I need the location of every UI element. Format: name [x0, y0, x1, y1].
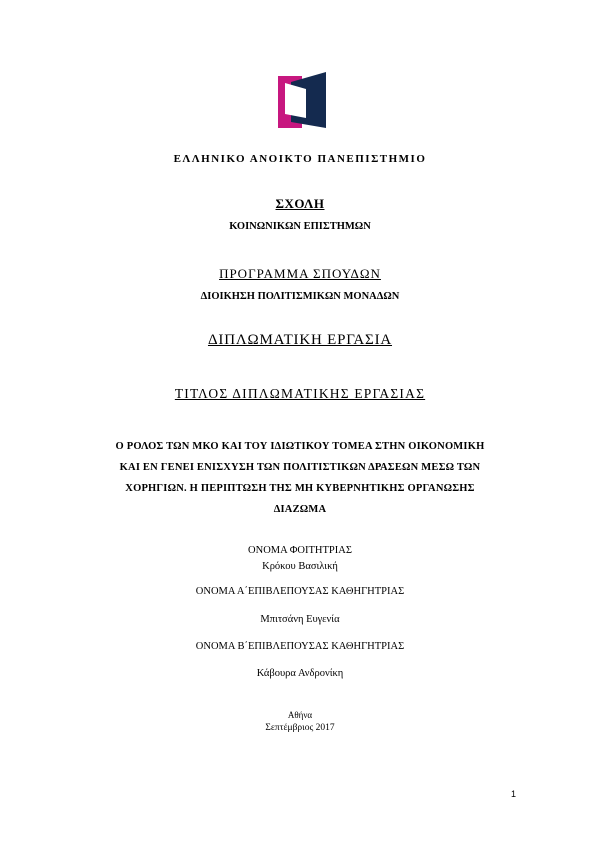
program-name: ΔΙΟΙΚΗΣΗ ΠΟΛΙΤΙΣΜΙΚΩΝ ΜΟΝΑΔΩΝ	[200, 291, 400, 302]
date-text: Σεπτέμβριος 2017	[265, 723, 335, 733]
student-label: ΟΝΟΜΑ ΦΟΙΤΗΤΡΙΑΣ	[248, 545, 352, 556]
university-logo-icon	[278, 72, 326, 128]
place-text: Αθήνα	[287, 710, 313, 720]
thesis-subtitle: ΤΙΤΛΟΣ ΔΙΠΛΩΜΑΤΙΚΗΣ ΕΡΓΑΣΙΑΣ	[174, 386, 426, 401]
logo-white-page	[285, 83, 306, 118]
thesis-topic	[70, 436, 530, 520]
thesis-topic-line: ΚΑΙ ΕΝ ΓΕΝΕΙ ΕΝΙΣΧΥΣΗ ΤΩΝ ΠΟΛΙΤΙΣΤΙΚΩΝ ΔΡΑΣΕΩΝ ΜΕΣΩ ΤΩΝ	[119, 462, 481, 473]
thesis-topic-line: Ο ΡΟΛΟΣ ΤΩΝ ΜΚΟ ΚΑΙ ΤΟΥ ΙΔΙΩΤΙΚΟΥ ΤΟΜΕΑ ΣΤΗΝ ΟΙΚΟΝΟΜΙΚΗ	[115, 441, 485, 452]
supervisor-b-label: ΟΝΟΜΑ Β΄ΕΠΙΒΛΕΠΟΥΣΑΣ ΚΑΘΗΓΗΤΡΙΑΣ	[195, 641, 405, 652]
supervisor-a-label: ΟΝΟΜΑ Α΄ΕΠΙΒΛΕΠΟΥΣΑΣ ΚΑΘΗΓΗΤΡΙΑΣ	[195, 586, 405, 597]
thesis-heading: ΔΙΠΛΩΜΑΤΙΚΗ ΕΡΓΑΣΙΑ	[207, 332, 393, 348]
thesis-topic-line: ΧΟΡΗΓΙΩΝ. Η ΠΕΡΙΠΤΩΣΗ ΤΗΣ ΜΗ ΚΥΒΕΡΝΗΤΙΚΗΣ ΟΡΓΑΝΩΣΗΣ	[125, 483, 475, 494]
program-heading: ΠΡΟΓΡΑΜΜΑ ΣΠΟΥΔΩΝ	[219, 266, 381, 281]
page-number: 1	[510, 789, 516, 799]
supervisor-a-name: Μπιτσάνη Ευγενία	[260, 614, 340, 625]
student-name: Κρόκου Βασιλική	[262, 561, 338, 572]
university-name: ΕΛΛΗΝΙΚΟ ΑΝΟΙΚΤΟ ΠΑΝΕΠΙΣΤΗΜΙΟ	[173, 153, 427, 165]
school-heading: ΣΧΟΛΗ	[275, 196, 325, 211]
school-name: ΚΟΙΝΩΝΙΚΩΝ ΕΠΙΣΤΗΜΩΝ	[229, 221, 371, 232]
thesis-topic-line: ΔΙΑΖΩΜΑ	[273, 504, 327, 515]
supervisor-b-name: Κάβουρα Ανδρονίκη	[256, 668, 344, 679]
